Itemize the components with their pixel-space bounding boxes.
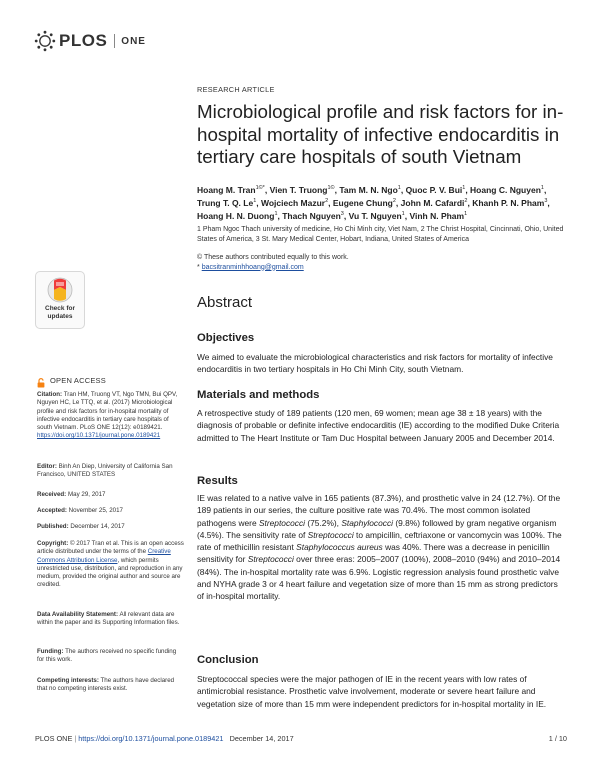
results-heading: Results (197, 475, 238, 487)
results-italic-term: Streptococci (258, 517, 306, 528)
author-name: Tam M. N. Ngo (339, 184, 398, 195)
author-name: Eugene Chung (332, 197, 393, 208)
data-availability-block (37, 611, 184, 628)
footer-doi-link[interactable]: https://doi.org/10.1371/journal.pone.0189421 (78, 734, 224, 743)
copyright-label: Copyright: (37, 540, 69, 547)
author-separator: , (400, 184, 406, 195)
footer-separator: | (74, 734, 77, 743)
logo-one-text: ONE (121, 35, 146, 47)
crossmark-icon (47, 277, 73, 303)
funding-block (37, 648, 184, 665)
logo-plos-text: PLOS (59, 31, 108, 50)
results-text-part: to ampicillin, ceftriaxone or vancomycin was 100%. The rate of methicillin resistant (197, 529, 562, 553)
citation-label: Citation: (37, 391, 63, 398)
plos-dots-icon (34, 30, 56, 52)
conclusion-heading: Conclusion (197, 654, 259, 666)
objectives-text: We aimed to evaluate the microbiological characteristics and risk factors for mortality of infective endocarditis in two tertiary hospitals in Ho Chi Minh City, south Vietnam. (197, 352, 553, 375)
results-text-part: (9.8%) followed by gram negative organism (4.5%). The sensitivity rate of (197, 517, 557, 540)
author-name: Vinh N. Pham (409, 211, 465, 222)
author-name: Quoc P. V. Bui (405, 184, 463, 195)
open-lock-icon (37, 375, 45, 385)
badge-line-1: Check for (45, 305, 75, 312)
author-affiliation-marker: 1 (464, 211, 468, 218)
author-name: Hoang H. N. Duong (197, 211, 275, 222)
email-marker: * (197, 263, 200, 271)
badge-label (36, 305, 84, 320)
author-affiliation-marker: 1©* (255, 185, 265, 191)
results-italic-term: Streptococci (247, 554, 294, 565)
author-affiliation-marker: 1 (462, 185, 466, 191)
author-separator: , (328, 197, 333, 208)
author-name: Vu T. Nguyen (348, 211, 402, 222)
check-for-updates-badge[interactable] (35, 271, 85, 329)
author-list (197, 183, 567, 222)
author-affiliation-marker: 2 (392, 198, 396, 205)
author-name: Trung T. Q. Le (197, 197, 254, 208)
page-footer (35, 734, 294, 743)
editor-block (37, 463, 184, 480)
methods-heading: Materials and methods (197, 389, 320, 401)
author-name: Vien T. Truong (269, 184, 328, 195)
results-text-part: was 40%. There was a decrease in penicillin sensitivity for (197, 542, 550, 565)
received-date: May 29, 2017 (67, 491, 106, 498)
author-name: Hoang M. Tran (197, 184, 256, 195)
author-name: Thach Nguyen (282, 211, 341, 222)
results-italic-term: Staphylococcus aureus (296, 542, 383, 553)
author-name: Hoang C. Nguyen (470, 184, 541, 195)
plos-one-logo[interactable] (34, 30, 146, 52)
author-affiliation-marker: 1© (327, 185, 335, 191)
author-affiliation-marker: 1 (274, 211, 278, 218)
corresponding-email-link[interactable]: bacsitranminhhoang@gmail.com (201, 263, 304, 271)
author-affiliation-marker: 1 (253, 198, 257, 205)
competing-interests-text: The authors have declared that no competing interests exist. (37, 677, 175, 693)
published-date: December 14, 2017 (70, 523, 125, 530)
author-affiliation-marker: 2 (325, 198, 329, 205)
badge-line-2: updates (47, 312, 73, 320)
author-separator: , (256, 197, 261, 208)
editor-label: Editor: (37, 463, 57, 470)
author-name: John M. Cafardi (400, 197, 465, 208)
author-affiliation-marker: 3 (544, 198, 548, 205)
logo-divider (114, 34, 115, 48)
author-affiliation-marker: 1 (401, 211, 405, 218)
author-separator: , (264, 184, 270, 195)
citation-text: Tran HM, Truong VT, Ngo TMN, Bui QPV, Nguyen HC, Le TTQ, et al. (2017) Microbiological profile and risk factors for in-hospital mortality of infective endocarditis in tertiary care hospitals of south Vietnam. PLoS ONE 12(12): e0189421. (37, 391, 178, 432)
author-separator: , (277, 211, 283, 222)
abstract-heading: Abstract (197, 294, 253, 311)
published-label: Published: (37, 523, 69, 530)
author-affiliation-marker: 1 (397, 185, 401, 191)
citation-doi-link[interactable]: https://doi.org/10.1371/journal.pone.0189421 (37, 432, 161, 440)
competing-interests-block (37, 677, 184, 694)
data-availability-label: Data Availability Statement: (37, 611, 119, 618)
corresponding-email-line (197, 263, 567, 273)
author-separator: , (467, 197, 473, 208)
author-name: Wojciech Mazur (261, 197, 326, 208)
methods-text: A retrospective study of 189 patients (120 men, 69 women; mean age 38 ± 18 years) with the diagnosis of probable or definite infective endocarditis (IE) according to the modified Duke Criteria admitted to The Heart Institute or Tam Duc Hospital between January 2005 and December 2014. (197, 408, 560, 443)
results-text (197, 492, 567, 603)
citation-block (37, 391, 184, 441)
copyright-text-end: , which permits unrestricted use, distribution, and reproduction in any medium, provided the original author and source are credited. (37, 556, 183, 589)
footer-date: December 14, 2017 (229, 734, 294, 743)
equal-contribution-note: © These authors contributed equally to this work. (197, 254, 349, 261)
cc-license-link[interactable]: Creative Commons Attribution License (37, 548, 171, 564)
author-separator: , (404, 211, 410, 222)
results-text-part: over three eras: 2005–2007 (100%), 2008–2010 (94%) and 2010–2014 (84%). The in-hospital mortality rate was 6.9%. Logistic regression analysis found prosthetic valve and NYHA grade 3 or 4 heart failure and vegetation size of more than 15 mm as strong predictors of in-hospital mortality. (197, 554, 561, 602)
author-separator: , (547, 197, 550, 208)
copyright-block (37, 540, 184, 590)
author-separator: , (465, 184, 471, 195)
author-affiliation-marker: 2 (464, 198, 468, 205)
received-label: Received: (37, 491, 67, 498)
author-separator: , (395, 197, 401, 208)
author-affiliation-marker: 1 (540, 185, 544, 191)
editor-text: Binh An Diep, University of California San Francisco, UNITED STATES (37, 463, 173, 479)
author-name: Khanh P. N. Pham (472, 197, 545, 208)
open-access-label (37, 375, 106, 385)
funding-label: Funding: (37, 648, 64, 655)
article-type: RESEARCH ARTICLE (197, 85, 275, 94)
objectives-heading: Objectives (197, 332, 255, 344)
accepted-label: Accepted: (37, 507, 67, 514)
accepted-block (37, 507, 184, 515)
author-separator: , (334, 184, 340, 195)
results-italic-term: Staphylococci (341, 517, 394, 528)
copyright-text: © 2017 Tran et al. This is an open access article distributed under the terms of the (37, 540, 184, 556)
author-separator: , (543, 184, 547, 195)
results-text-part: IE was related to a native valve in 165 patients (87.3%), and prosthetic valve in 24 (12.7%). Of the 189 patients in our series, the culture positive rate was 70.4%. The most common isolated pathogens were (197, 493, 561, 528)
results-text-part: (75.2%), (305, 517, 342, 528)
competing-interests-label: Competing interests: (37, 677, 99, 684)
received-block (37, 491, 184, 499)
published-block (37, 523, 184, 531)
open-access-text: OPEN ACCESS (50, 375, 106, 385)
author-affiliation-marker: 3 (340, 211, 344, 218)
author-notes (197, 253, 567, 272)
footer-journal: PLOS ONE (35, 734, 73, 743)
affiliations: 1 Pham Ngoc Thach university of medicine, Ho Chi Minh city, Viet Nam, 2 The Christ Hospital, Cincinnati, Ohio, United States of America, 3 St. Mary Medical Center, Hobart, Indiana, United States of America (197, 226, 564, 243)
accepted-date: November 25, 2017 (68, 507, 124, 514)
author-separator: , (343, 211, 349, 222)
page-number: 1 / 10 (548, 734, 567, 743)
data-availability-text: All relevant data are within the paper and its Supporting Information files. (37, 611, 180, 627)
conclusion-text: Streptococcal species were the major pathogen of IE in the recent years with low rates of antimicrobial resistance. Prosthetic valve involvement, moderate or severe heart failure and vegetation size of more than 15 mm were independent predictors for in-hospital mortality in IE. (197, 674, 547, 709)
funding-text: The authors received no specific funding for this work. (37, 648, 177, 664)
results-italic-term: Streptococci (307, 529, 354, 540)
article-title: Microbiological profile and risk factors for in-hospital mortality of infective endocarditis in tertiary care hospitals of south Vietnam (197, 101, 564, 167)
